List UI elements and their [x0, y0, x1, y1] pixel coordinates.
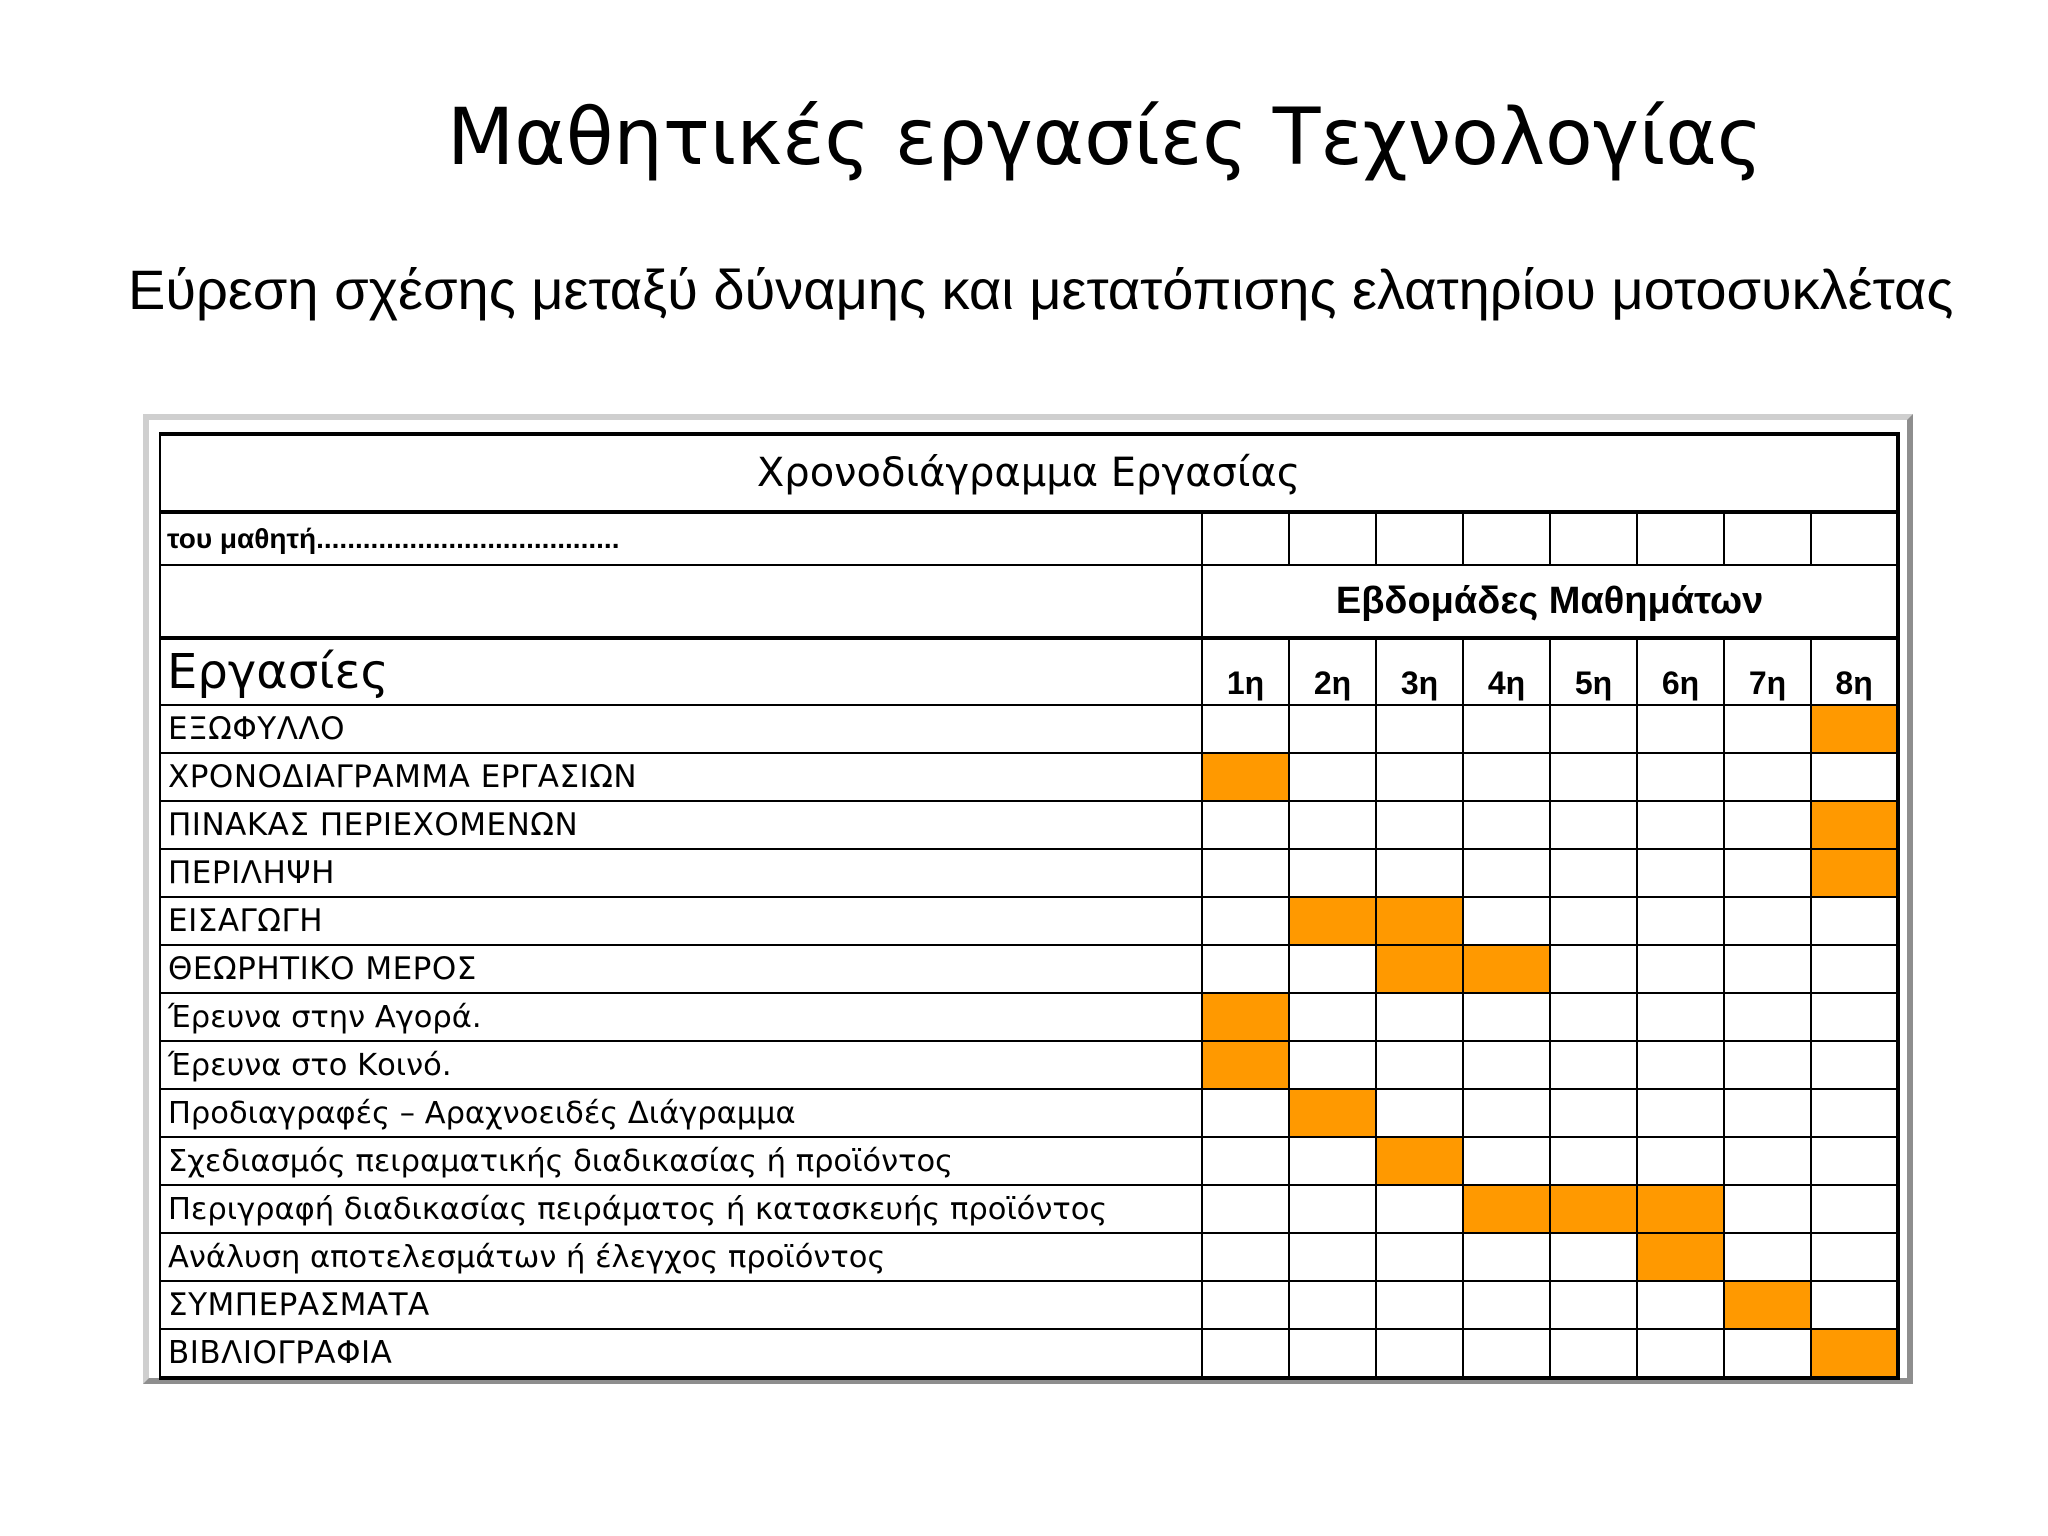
week-cell — [1202, 801, 1289, 849]
week-header-1: 1η — [1202, 638, 1289, 705]
week-cell — [1376, 993, 1463, 1041]
week-cell — [1550, 1089, 1637, 1137]
week-cell — [1550, 705, 1637, 753]
week-cell — [1289, 705, 1376, 753]
student-week-cell — [1376, 512, 1463, 565]
week-cell — [1376, 1089, 1463, 1137]
scheduled-week-cell — [1202, 1041, 1289, 1089]
week-cell — [1724, 801, 1811, 849]
tasks-header: Εργασίες — [160, 638, 1202, 705]
task-row — [160, 1089, 1898, 1137]
task-row — [160, 897, 1898, 945]
week-cell — [1289, 801, 1376, 849]
week-cell — [1811, 897, 1898, 945]
task-name: ΣΥΜΠΕΡΑΣΜΑΤΑ — [160, 1281, 1202, 1329]
column-header-row — [160, 638, 1898, 705]
scheduled-week-cell — [1202, 993, 1289, 1041]
week-cell — [1724, 1329, 1811, 1378]
weeks-label-spacer — [160, 565, 1202, 638]
week-cell — [1724, 705, 1811, 753]
scheduled-week-cell — [1289, 1089, 1376, 1137]
week-cell — [1637, 1089, 1724, 1137]
week-cell — [1550, 1281, 1637, 1329]
task-name: Περιγραφή διαδικασίας πειράματος ή κατασκευής προϊόντος — [160, 1185, 1202, 1233]
task-row — [160, 753, 1898, 801]
week-cell — [1811, 993, 1898, 1041]
student-name-label: του μαθητή....................................... — [160, 512, 1202, 565]
week-cell — [1637, 897, 1724, 945]
week-header-5: 5η — [1550, 638, 1637, 705]
scheduled-week-cell — [1811, 705, 1898, 753]
week-cell — [1463, 897, 1550, 945]
week-cell — [1637, 1041, 1724, 1089]
task-row — [160, 849, 1898, 897]
scheduled-week-cell — [1811, 801, 1898, 849]
scheduled-week-cell — [1811, 1329, 1898, 1378]
week-cell — [1811, 1089, 1898, 1137]
week-cell — [1376, 801, 1463, 849]
week-cell — [1811, 1137, 1898, 1185]
scheduled-week-cell — [1202, 753, 1289, 801]
week-cell — [1811, 1041, 1898, 1089]
week-cell — [1289, 1281, 1376, 1329]
week-cell — [1724, 1137, 1811, 1185]
scheduled-week-cell — [1463, 945, 1550, 993]
week-cell — [1637, 849, 1724, 897]
week-cell — [1724, 1185, 1811, 1233]
week-cell — [1289, 1041, 1376, 1089]
task-row — [160, 1137, 1898, 1185]
scheduled-week-cell — [1376, 945, 1463, 993]
task-name: ΕΞΩΦΥΛΛΟ — [160, 705, 1202, 753]
task-row — [160, 801, 1898, 849]
week-cell — [1811, 1281, 1898, 1329]
week-cell — [1811, 1233, 1898, 1281]
week-cell — [1463, 1041, 1550, 1089]
student-row — [160, 512, 1898, 565]
week-cell — [1550, 897, 1637, 945]
week-header-8: 8η — [1811, 638, 1898, 705]
week-cell — [1724, 849, 1811, 897]
task-row — [160, 1185, 1898, 1233]
week-cell — [1202, 1089, 1289, 1137]
task-row — [160, 1041, 1898, 1089]
week-cell — [1724, 945, 1811, 993]
week-cell — [1550, 945, 1637, 993]
scheduled-week-cell — [1376, 1137, 1463, 1185]
week-cell — [1637, 705, 1724, 753]
week-cell — [1463, 753, 1550, 801]
week-cell — [1724, 1089, 1811, 1137]
week-cell — [1463, 1329, 1550, 1378]
week-cell — [1463, 1281, 1550, 1329]
week-cell — [1724, 753, 1811, 801]
student-week-cell — [1811, 512, 1898, 565]
scheduled-week-cell — [1289, 897, 1376, 945]
task-name: Ανάλυση αποτελεσμάτων ή έλεγχος προϊόντος — [160, 1233, 1202, 1281]
week-cell — [1811, 1185, 1898, 1233]
week-cell — [1202, 1185, 1289, 1233]
task-name: ΠΙΝΑΚΑΣ ΠΕΡΙΕΧΟΜΕΝΩΝ — [160, 801, 1202, 849]
week-cell — [1724, 1233, 1811, 1281]
week-cell — [1637, 801, 1724, 849]
week-header-6: 6η — [1637, 638, 1724, 705]
week-cell — [1550, 1233, 1637, 1281]
week-cell — [1289, 1329, 1376, 1378]
student-week-cell — [1463, 512, 1550, 565]
student-week-cell — [1637, 512, 1724, 565]
week-cell — [1463, 849, 1550, 897]
week-cell — [1376, 1329, 1463, 1378]
week-cell — [1376, 705, 1463, 753]
week-cell — [1463, 1137, 1550, 1185]
slide-subtitle: Εύρεση σχέσης μεταξύ δύναμης και μετατόπισης ελατηρίου μοτοσυκλέτας — [128, 258, 1954, 321]
week-header-4: 4η — [1463, 638, 1550, 705]
week-cell — [1550, 1329, 1637, 1378]
week-cell — [1637, 993, 1724, 1041]
week-header-7: 7η — [1724, 638, 1811, 705]
week-cell — [1637, 1281, 1724, 1329]
week-cell — [1202, 897, 1289, 945]
student-week-cell — [1724, 512, 1811, 565]
week-cell — [1811, 753, 1898, 801]
scheduled-week-cell — [1724, 1281, 1811, 1329]
week-cell — [1376, 1185, 1463, 1233]
student-week-cell — [1289, 512, 1376, 565]
week-cell — [1463, 1089, 1550, 1137]
task-name: ΠΕΡΙΛΗΨΗ — [160, 849, 1202, 897]
week-cell — [1289, 945, 1376, 993]
task-row — [160, 1281, 1898, 1329]
task-name: Σχεδιασμός πειραματικής διαδικασίας ή προϊόντος — [160, 1137, 1202, 1185]
task-name: Έρευνα στην Αγορά. — [160, 993, 1202, 1041]
week-cell — [1289, 849, 1376, 897]
week-cell — [1376, 849, 1463, 897]
week-cell — [1550, 801, 1637, 849]
task-row — [160, 1233, 1898, 1281]
week-cell — [1289, 753, 1376, 801]
weeks-label: Εβδομάδες Μαθημάτων — [1202, 565, 1898, 638]
week-cell — [1463, 705, 1550, 753]
week-cell — [1550, 1137, 1637, 1185]
week-cell — [1202, 1329, 1289, 1378]
week-cell — [1202, 1233, 1289, 1281]
week-cell — [1550, 849, 1637, 897]
task-name: ΘΕΩΡΗΤΙΚΟ ΜΕΡΟΣ — [160, 945, 1202, 993]
scheduled-week-cell — [1376, 897, 1463, 945]
task-name: ΧΡΟΝΟΔΙΑΓΡΑΜΜΑ ΕΡΓΑΣΙΩΝ — [160, 753, 1202, 801]
student-week-cell — [1550, 512, 1637, 565]
task-row — [160, 1329, 1898, 1378]
scheduled-week-cell — [1637, 1233, 1724, 1281]
week-cell — [1724, 897, 1811, 945]
scheduled-week-cell — [1463, 1185, 1550, 1233]
schedule-table — [159, 432, 1900, 1380]
student-week-cell — [1202, 512, 1289, 565]
task-name: ΕΙΣΑΓΩΓΗ — [160, 897, 1202, 945]
schedule-body — [160, 434, 1898, 1378]
week-cell — [1202, 1281, 1289, 1329]
week-cell — [1550, 993, 1637, 1041]
week-cell — [1724, 993, 1811, 1041]
weeks-label-row — [160, 565, 1898, 638]
week-cell — [1376, 1281, 1463, 1329]
week-cell — [1637, 753, 1724, 801]
week-cell — [1637, 1137, 1724, 1185]
week-cell — [1202, 945, 1289, 993]
schedule-title: Χρονοδιάγραμμα Εργασίας — [160, 434, 1898, 512]
week-cell — [1289, 1137, 1376, 1185]
scheduled-week-cell — [1637, 1185, 1724, 1233]
week-cell — [1376, 1041, 1463, 1089]
schedule-title-row — [160, 434, 1898, 512]
task-row — [160, 945, 1898, 993]
week-cell — [1463, 1233, 1550, 1281]
task-row — [160, 993, 1898, 1041]
task-row — [160, 705, 1898, 753]
scheduled-week-cell — [1550, 1185, 1637, 1233]
week-cell — [1550, 1041, 1637, 1089]
week-cell — [1550, 753, 1637, 801]
task-name: ΒΙΒΛΙΟΓΡΑΦΙΑ — [160, 1329, 1202, 1378]
week-cell — [1202, 1137, 1289, 1185]
week-cell — [1724, 1041, 1811, 1089]
week-cell — [1289, 1185, 1376, 1233]
week-cell — [1202, 849, 1289, 897]
scheduled-week-cell — [1811, 849, 1898, 897]
week-cell — [1289, 993, 1376, 1041]
week-cell — [1202, 705, 1289, 753]
week-header-2: 2η — [1289, 638, 1376, 705]
week-cell — [1463, 993, 1550, 1041]
week-cell — [1289, 1233, 1376, 1281]
task-name: Προδιαγραφές – Αραχνοειδές Διάγραμμα — [160, 1089, 1202, 1137]
week-header-3: 3η — [1376, 638, 1463, 705]
schedule-table-frame — [143, 414, 1913, 1384]
task-name: Έρευνα στο Κοινό. — [160, 1041, 1202, 1089]
slide-title: Μαθητικές εργασίες Τεχνολογίας — [447, 93, 1763, 183]
week-cell — [1463, 801, 1550, 849]
week-cell — [1376, 1233, 1463, 1281]
week-cell — [1811, 945, 1898, 993]
week-cell — [1637, 945, 1724, 993]
week-cell — [1637, 1329, 1724, 1378]
week-cell — [1376, 753, 1463, 801]
